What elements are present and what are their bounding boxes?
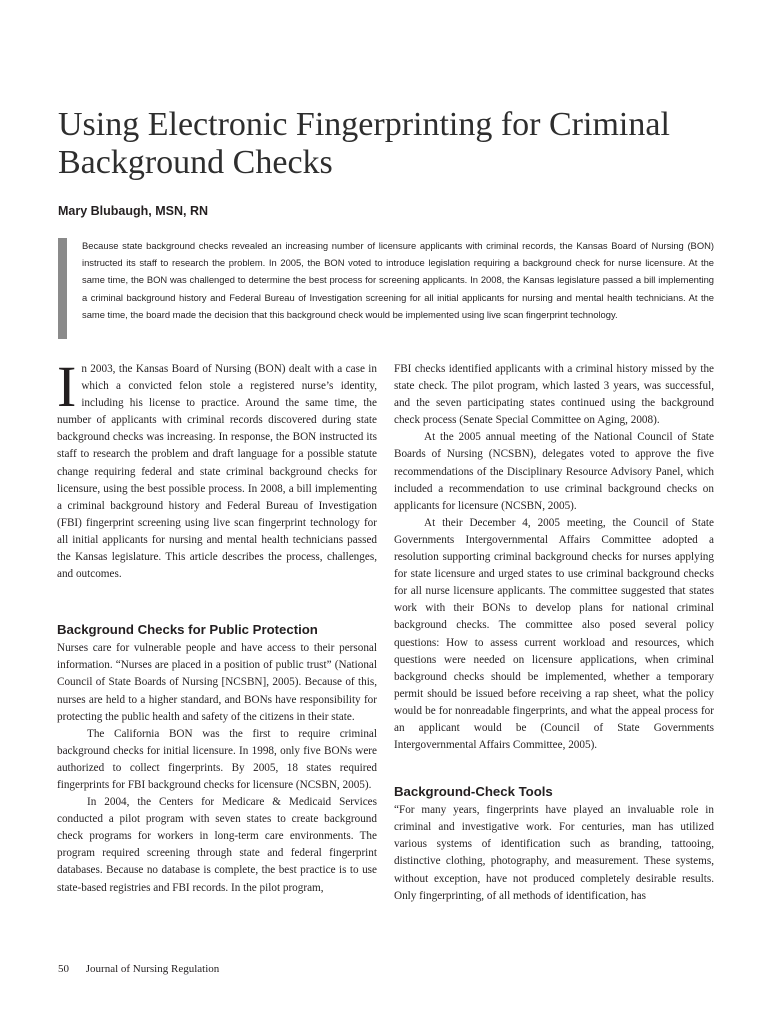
article-title: Using Electronic Fingerprinting for Criminal Background Checks: [58, 106, 670, 181]
paragraph: In 2004, the Centers for Medicare & Medicaid Services conducted a pilot program with seven states to create background check programs for workers in long-term care environments. The program required screening through state and federal fingerprint databases. Because no database is complete, the best practice is to use state-based registries and FBI records. In the pilot program,: [57, 796, 377, 894]
paragraph: At their December 4, 2005 meeting, the Council of State Governments Intergovernmental Affairs Committee adopted a resolution supporting criminal background checks for nurses applying for state licensure and urged states to use criminal background checks for all nurse licensure applicants. The committee suggested that states work with their BONs to develop plans for national criminal background checks. The committee also posed several policy questions: How to assess current workload and resources, which questions were needed on licensure applications, when criminal background checks should be implemented, whether a temporary permit should be issued before receiving a rap sheet, what the policy would be for nonreadable fingerprints, and what the appeal process for an applicant would be (Council of State Governments Intergovernmental Affairs Committee, 2005).: [394, 516, 714, 752]
drop-cap: I: [57, 354, 77, 419]
intro-paragraph: [57, 354, 377, 583]
paragraph: Nurses care for vulnerable people and have access to their personal information. “Nurses are placed in a position of public trust” (National Council of State Boards of Nursing [NCSBN], 2005). Because of this, nurses are held to a higher standard, and BONs have responsibility for protecting the public health and safety of the citizens in their state.: [57, 642, 377, 723]
page-footer: [58, 963, 219, 975]
abstract-accent-bar: [58, 238, 67, 339]
body-column-left: [57, 354, 377, 897]
author-byline: Mary Blubaugh, MSN, RN: [58, 204, 209, 218]
page-number: 50: [58, 963, 69, 975]
intro-text: n 2003, the Kansas Board of Nursing (BON) dealt with a case in which a convicted felon stole a registered nurse’s identity, including his license to practice. Around the same time, the number of applicants with criminal records discovered during state background checks was increasing. In response, the BON instructed its staff to research the problem and draft language for a possible statute change requiring federal and state criminal background checks for licensure, using the best possible process. In 2008, a bill implementing a criminal background history and Federal Bureau of Investigation (FBI) fingerprint screening using live scan fingerprint technology for all initial applicants for nursing and mental health technicians passed the Kansas legislature. This article describes the process, challenges, and outcomes.: [57, 363, 377, 581]
paragraph: The California BON was the first to require criminal background checks for initial licensure. In 1998, only five BONs were authorized to collect fingerprints. By 2005, 18 states required fingerprints for FBI background checks for licensure (NCSBN, 2005).: [57, 727, 377, 791]
section-heading-public-protection: Background Checks for Public Protection: [57, 622, 318, 638]
section-heading-background-check-tools: Background-Check Tools: [394, 784, 553, 800]
abstract: Because state background checks revealed an increasing number of licensure applicants with criminal records, the Kansas Board of Nursing (BON) instructed its staff to research the problem. In 2005, the BON voted to introduce legislation requiring a background check for nurse licensure. At the same time, the BON was challenged to determine the best process for screening applicants. In 2008, the Kansas legislature passed a bill implementing a criminal background history and Federal Bureau of Investigation screening for all initial applicants for nursing and mental health technicians. At the same time, the board made the decision that this background check would be implemented using live scan fingerprint technology.: [82, 240, 714, 320]
body-column-right: [394, 361, 714, 905]
paragraph: At the 2005 annual meeting of the National Council of State Boards of Nursing (NCSBN), delegates voted to approve the five recommendations of the Disciplinary Resource Advisory Panel, which included a recommendation to use criminal background checks on applicants for licensure (NCSBN, 2005).: [394, 431, 714, 512]
paragraph: “For many years, fingerprints have played an invaluable role in criminal and investigative work. For centuries, man has utilized various systems of identification such as branding, tattooing, distinctive clothing, photography, and measurement. These systems, without exception, have not produced completely desirable results. Only fingerprinting, of all methods of identification, has: [394, 804, 714, 902]
paragraph: FBI checks identified applicants with a criminal history missed by the state check. The pilot program, which lasted 3 years, was successful, and the seven participating states continued using the background check process (Senate Special Committee on Aging, 2008).: [394, 363, 714, 427]
journal-name: Journal of Nursing Regulation: [85, 963, 220, 975]
